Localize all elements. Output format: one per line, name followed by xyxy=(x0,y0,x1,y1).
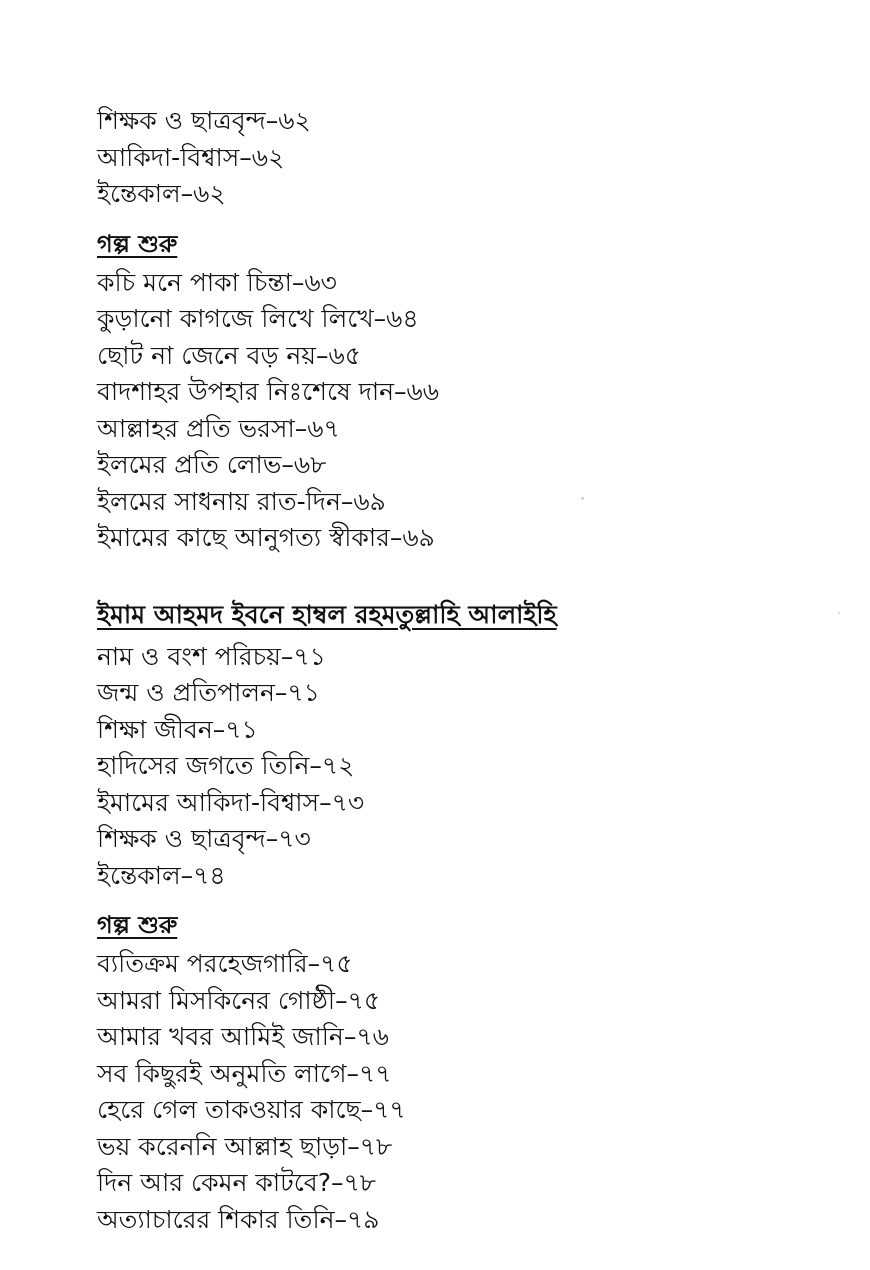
toc-entry: ব্যতিক্রম পরহেজগারি–৭৫ xyxy=(97,949,353,978)
toc-group-previous-chapter-end xyxy=(97,103,837,213)
toc-entry: ইন্তেকাল–৬২ xyxy=(97,179,226,208)
toc-entry: শিক্ষা জীবন–৭১ xyxy=(97,714,258,744)
section-subheading xyxy=(97,229,837,265)
toc-entry: দিন আর কেমন কাটবে?–৭৮ xyxy=(97,1168,376,1197)
toc-entry: সব কিছুরই অনুমতি লাগে–৭৭ xyxy=(97,1058,392,1088)
toc-entry: আকিদা-বিশ্বাস–৬২ xyxy=(97,142,285,172)
toc-entry: ভয় করেননি আল্লাহ ছাড়া–৭৮ xyxy=(97,1131,393,1161)
toc-group-chapter-stories xyxy=(97,910,837,1238)
toc-entry: হাদিসের জগতে তিনি–৭২ xyxy=(97,751,355,780)
toc-entry: আমার খবর আমিই জানি–৭৬ xyxy=(97,1022,389,1051)
toc-entry: অত্যাচারের শিকার তিনি–৭৯ xyxy=(97,1204,380,1234)
toc-entry: কচি মনে পাকা চিন্তা–৬৩ xyxy=(97,267,337,297)
toc-entry: ইন্তেকাল–৭৪ xyxy=(97,860,226,890)
toc-entry: ইমামের আকিদা-বিশ্বাস–৭৩ xyxy=(97,787,365,817)
table-of-contents xyxy=(97,103,837,1238)
toc-entry: কুড়ানো কাগজে লিখে লিখে–৬৪ xyxy=(97,304,419,333)
chapter-heading xyxy=(97,599,837,639)
toc-entry: বাদশাহর উপহার নিঃশেষে দান–৬৬ xyxy=(97,377,440,406)
section-subheading-text: গল্প শুরু xyxy=(97,911,178,939)
chapter-heading-text: ইমাম আহমদ ইবনে হাম্বল রহমতুল্লাহি আলাইহি xyxy=(97,599,557,629)
toc-entry: শিক্ষক ও ছাত্রবৃন্দ–৭৩ xyxy=(97,824,311,853)
toc-entry: আল্লাহর প্রতি ভরসা–৬৭ xyxy=(97,413,340,443)
toc-entry: জন্ম ও প্রতিপালন–৭১ xyxy=(97,678,320,707)
paper-speck xyxy=(838,612,840,614)
toc-entry: শিক্ষক ও ছাত্রবৃন্দ–৬২ xyxy=(97,106,311,135)
toc-entry: ইমামের কাছে আনুগত্য স্বীকার–৬৯ xyxy=(97,523,435,552)
toc-entry: ইলমের প্রতি লোভ–৬৮ xyxy=(97,450,327,479)
toc-entry: নাম ও বংশ পরিচয়–৭১ xyxy=(97,641,326,671)
toc-entry: ইলমের সাধনায় রাত-দিন–৬৯ xyxy=(97,486,386,516)
toc-group-stories xyxy=(97,229,837,557)
section-subheading-text: গল্প শুরু xyxy=(97,229,178,258)
toc-entry: ছোট না জেনে বড় নয়–৬৫ xyxy=(97,340,361,370)
toc-entry: আমরা মিসকিনের গোষ্ঠী–৭৫ xyxy=(97,985,381,1015)
toc-entry: হেরে গেল তাকওয়ার কাছে–৭৭ xyxy=(97,1095,406,1124)
toc-group-biography xyxy=(97,639,837,895)
section-subheading xyxy=(97,910,837,946)
